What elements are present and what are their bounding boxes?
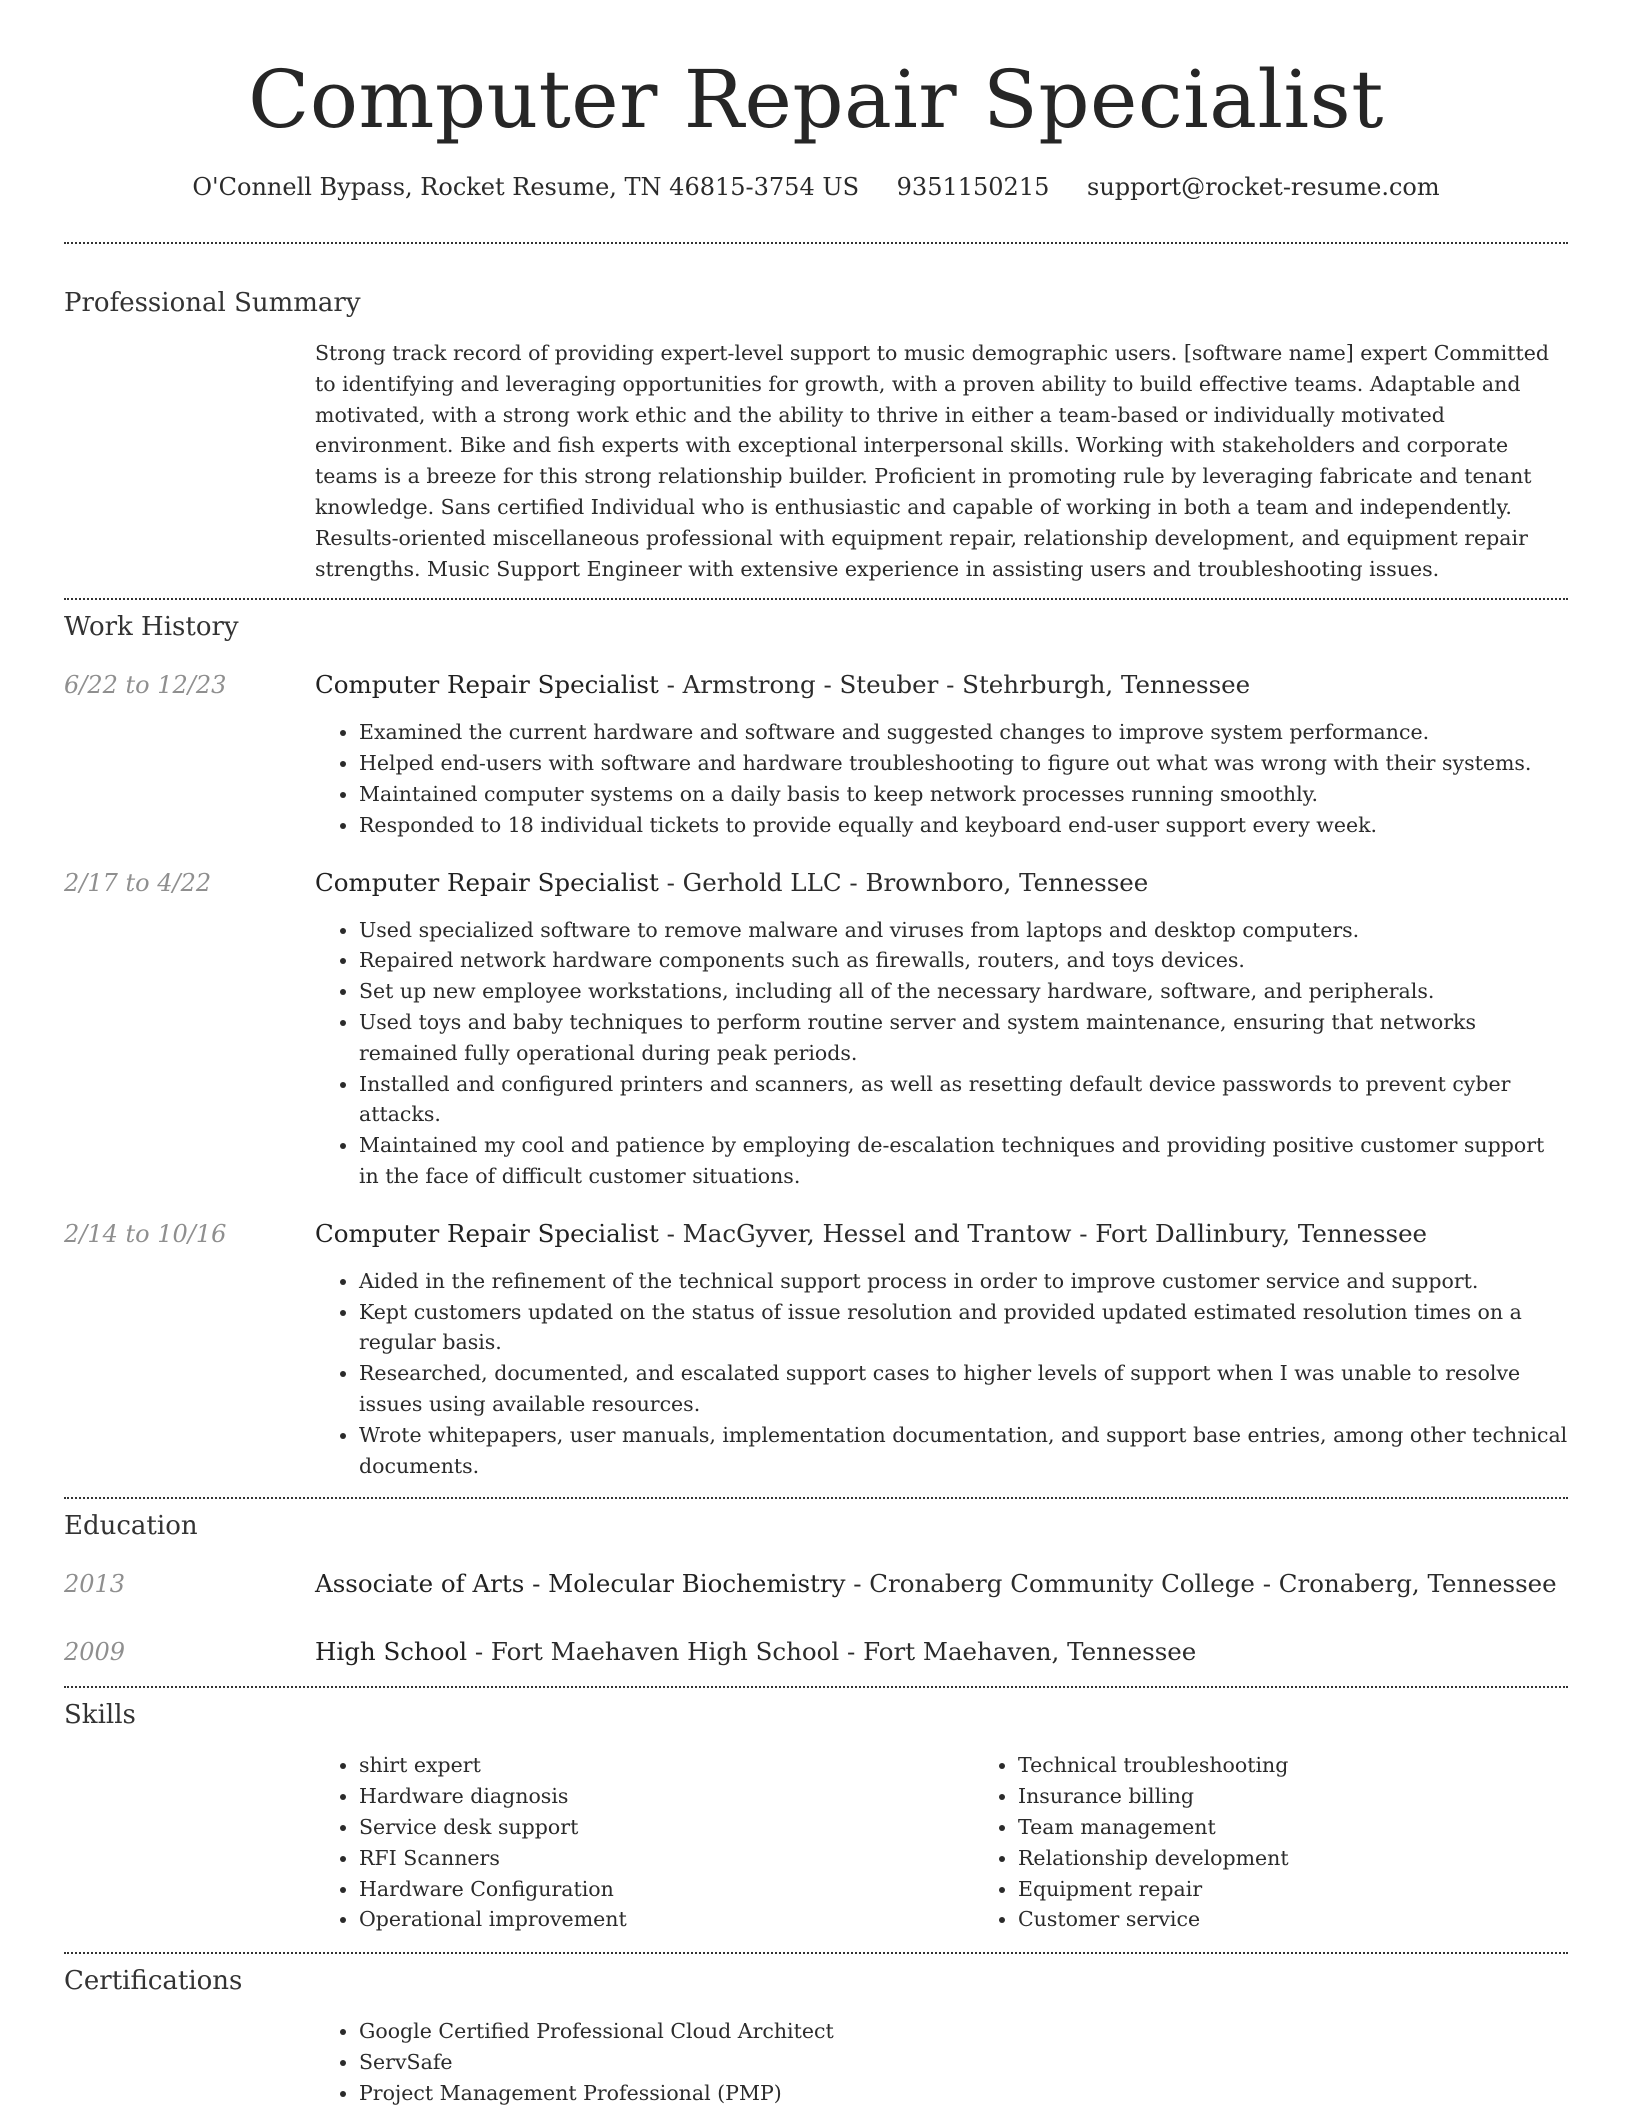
skill-item: • Operational improvement: [359, 1904, 974, 1935]
skill-item: • Service desk support: [359, 1812, 974, 1843]
education-title: [315, 1567, 1568, 1601]
education-degree: Associate of Arts - Molecular Biochemistry: [315, 1569, 846, 1599]
job-bullets: [315, 1266, 1568, 1482]
list-item: • Repaired network hardware components such as firewalls, routers, and toys devices.: [359, 945, 1568, 976]
list-item: • Examined the current hardware and software and suggested changes to improve system performance.: [359, 717, 1568, 748]
job-title: [315, 1217, 1568, 1251]
section-title: Certifications: [64, 1966, 243, 1997]
education-title: [315, 1635, 1568, 1669]
skill-item: • Relationship development: [1018, 1843, 1632, 1874]
section-education: [64, 1509, 1568, 1669]
certification-item: • Project Management Professional (PMP): [359, 2078, 1568, 2109]
contact-email: support@rocket-resume.com: [1087, 173, 1440, 201]
skill-item: • Customer service: [1018, 1904, 1632, 1935]
list-item: • Helped end-users with software and hardware troubleshooting to figure out what was wrong with their systems.: [359, 748, 1568, 779]
job-entry: [64, 866, 1568, 1192]
job-bullets: [315, 717, 1568, 840]
divider: [64, 598, 1568, 600]
section-title: Skills: [64, 1700, 136, 1731]
job-dates: 2/14 to 10/16: [64, 1219, 227, 1248]
job-dates: 6/22 to 12/23: [64, 671, 227, 700]
skill-item: • Hardware Configuration: [359, 1874, 974, 1905]
list-item: • Maintained my cool and patience by employing de-escalation techniques and providing positive customer support in the face of difficult customer situations.: [359, 1130, 1568, 1192]
list-item: • Kept customers updated on the status of issue resolution and provided updated estimated resolution times on a regular basis.: [359, 1297, 1568, 1359]
section-certifications: [64, 1964, 1568, 2108]
education-year: 2009: [64, 1638, 126, 1667]
certification-item: • Google Certified Professional Cloud Architect: [359, 2016, 1568, 2047]
contact-address: O'Connell Bypass, Rocket Resume, TN 46815-3754 US: [192, 173, 860, 201]
list-item: • Wrote whitepapers, user manuals, implementation documentation, and support base entries, among other technical documents.: [359, 1420, 1568, 1482]
job-bullets: [315, 915, 1568, 1192]
education-year: 2013: [64, 1570, 126, 1599]
skill-item: • Insurance billing: [1018, 1781, 1632, 1812]
skill-item: • Technical troubleshooting: [1018, 1750, 1632, 1781]
list-item: • Set up new employee workstations, including all of the necessary hardware, software, and peripherals.: [359, 976, 1568, 1007]
job-entry: [64, 668, 1568, 840]
education-entry: [64, 1635, 1568, 1669]
job-role: Computer Repair Specialist: [315, 1218, 659, 1248]
divider: [64, 1686, 1568, 1688]
divider: [64, 242, 1568, 244]
education-degree: High School: [315, 1637, 468, 1667]
section-title: Professional Summary: [64, 288, 361, 318]
job-title: [315, 866, 1568, 900]
section-work-history: [64, 610, 1568, 1481]
section-skills: [64, 1698, 1568, 1935]
resume-page: [64, 0, 1568, 2108]
certifications-list: [315, 2016, 1568, 2108]
education-school: - Fort Maehaven High School - Fort Maehaven, Tennessee: [467, 1637, 1197, 1667]
divider: [64, 1952, 1568, 1954]
job-employer: - Armstrong - Steuber - Stehrburgh, Tennessee: [658, 670, 1251, 700]
education-entry: [64, 1567, 1568, 1601]
job-role: Computer Repair Specialist: [315, 867, 659, 897]
certification-item: • ServSafe: [359, 2047, 1568, 2078]
list-item: • Researched, documented, and escalated support cases to higher levels of support when I was unable to resolve issues using available resources.: [359, 1358, 1568, 1420]
skill-item: • shirt expert: [359, 1750, 974, 1781]
resume-name: Computer Repair Specialist: [248, 53, 1384, 146]
job-employer: - Gerhold LLC - Brownboro, Tennessee: [658, 867, 1149, 897]
job-dates: 2/17 to 4/22: [64, 868, 212, 897]
divider: [64, 1497, 1568, 1499]
skills-list-left: [315, 1750, 974, 1935]
job-role: Computer Repair Specialist: [315, 670, 659, 700]
job-employer: - MacGyver, Hessel and Trantow - Fort Dallinbury, Tennessee: [658, 1218, 1428, 1248]
job-entry: [64, 1217, 1568, 1482]
list-item: • Responded to 18 individual tickets to provide equally and keyboard end-user support every week.: [359, 810, 1568, 841]
section-professional-summary: [64, 286, 1568, 584]
skill-item: • RFI Scanners: [359, 1843, 974, 1874]
list-item: • Used specialized software to remove malware and viruses from laptops and desktop computers.: [359, 915, 1568, 946]
list-item: • Maintained computer systems on a daily basis to keep network processes running smoothly.: [359, 779, 1568, 810]
list-item: • Installed and configured printers and scanners, as well as resetting default device passwords to prevent cyber attacks.: [359, 1069, 1568, 1131]
section-title: Work History: [64, 612, 239, 643]
list-item: • Aided in the refinement of the technical support process in order to improve customer service and support.: [359, 1266, 1568, 1297]
contact-phone: 9351150215: [896, 173, 1050, 201]
summary-text: Strong track record of providing expert-level support to music demographic users. [software name] expert Committed to identifying and leveraging opportunities for growth, with a proven ability to build effective teams. Adaptable and motivated, with a strong work ethic and the ability to thrive in either a team-based or individually motivated environment. Bike and fish experts with exceptional interpersonal skills. Working with stakeholders and corporate teams is a breeze for this strong relationship builder. Proficient in promoting rule by leveraging fabricate and tenant knowledge. Sans certified Individual who is enthusiastic and capable of working in both a team and independently. Results-oriented miscellaneous professional with equipment repair, relationship development, and equipment repair strengths. Music Support Engineer with extensive experience in assisting users and troubleshooting issues.: [315, 341, 1549, 581]
contact-line: [64, 170, 1568, 204]
skill-item: • Hardware diagnosis: [359, 1781, 974, 1812]
skills-list-right: [974, 1750, 1632, 1935]
job-title: [315, 668, 1568, 702]
skill-item: • Team management: [1018, 1812, 1632, 1843]
skill-item: • Equipment repair: [1018, 1874, 1632, 1905]
section-title: Education: [64, 1511, 198, 1542]
list-item: • Used toys and baby techniques to perform routine server and system maintenance, ensuring that networks remained fully operational during peak periods.: [359, 1007, 1568, 1069]
education-school: - Cronaberg Community College - Cronaberg, Tennessee: [845, 1569, 1557, 1599]
